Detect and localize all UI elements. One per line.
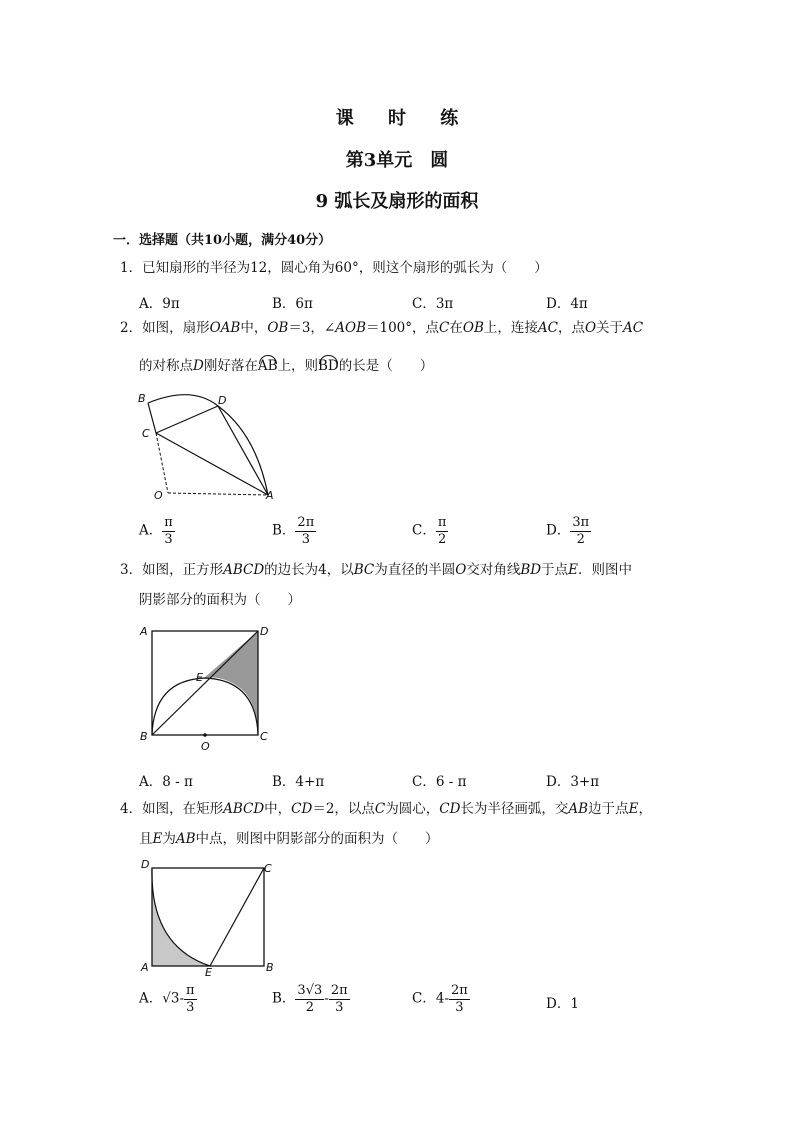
option-label: B．	[272, 296, 296, 312]
question-2-line-2	[139, 360, 433, 374]
denominator: 3	[335, 999, 344, 1015]
option-value: 4π	[570, 296, 588, 312]
option-label: D．	[546, 774, 571, 790]
text: 为圆心，	[385, 801, 440, 817]
point-label-d: D	[141, 858, 150, 871]
shaded-region	[152, 868, 210, 966]
var: D	[193, 358, 204, 374]
q4-option-c[interactable]	[412, 984, 470, 1014]
arc-ab: AB	[257, 358, 278, 374]
var: CD	[291, 801, 313, 817]
center-point-o	[203, 733, 207, 737]
var: OAB	[209, 320, 241, 336]
var: AB	[175, 831, 196, 847]
text: 交对角线	[466, 562, 521, 578]
operator: -	[444, 990, 449, 1007]
option-label: D．	[546, 996, 571, 1012]
fraction	[295, 984, 324, 1014]
point-label-b: B	[266, 961, 274, 974]
worksheet-title: 课 时 练	[335, 108, 473, 129]
var: BC	[353, 562, 375, 578]
option-value: 9π	[162, 296, 180, 312]
text: 的长是（ ）	[338, 358, 434, 374]
q1-option-d[interactable]	[546, 292, 588, 312]
numerator: π	[164, 515, 173, 530]
var: OB	[267, 320, 289, 336]
operator: -	[179, 990, 185, 1007]
point-label-b: B	[140, 730, 148, 743]
operator: -	[324, 990, 329, 1007]
q3-option-c[interactable]	[412, 770, 466, 790]
text: ＝2，以点	[312, 801, 375, 817]
text: 在	[449, 320, 463, 336]
numerator: 2π	[330, 983, 348, 998]
point-label-a: A	[266, 489, 274, 502]
text: 为	[162, 831, 176, 847]
numerator: 2π	[451, 983, 468, 998]
text: 于点	[541, 562, 569, 578]
option-label: A．	[139, 774, 163, 790]
question-number: 4．	[120, 801, 143, 817]
numerator: 3√3	[297, 983, 323, 998]
text: 长为半径画弧，交	[460, 801, 569, 817]
segment-cd	[156, 406, 218, 433]
segment-ec	[210, 868, 264, 966]
var: O	[584, 320, 597, 336]
var: ABCD	[223, 562, 265, 578]
q4-option-d[interactable]	[546, 992, 579, 1012]
q1-option-a[interactable]	[139, 292, 180, 312]
option-label: C．	[412, 990, 436, 1007]
numerator: 2π	[297, 515, 315, 530]
var: AC	[623, 320, 644, 336]
option-value: 6π	[295, 296, 313, 312]
denominator: 3	[164, 531, 173, 547]
var: AB	[568, 801, 589, 817]
question-number: 2．	[120, 320, 143, 336]
q2-figure	[130, 388, 290, 503]
text: 如图，在矩形	[142, 801, 224, 817]
option-prefix: 4	[435, 990, 445, 1007]
option-value: 3+π	[570, 774, 600, 790]
denominator: 3	[301, 531, 310, 547]
fraction	[184, 984, 197, 1014]
option-label: C．	[412, 296, 436, 312]
question-number: 3．	[120, 562, 143, 578]
option-value: 6 - π	[435, 774, 467, 790]
fraction	[570, 516, 591, 546]
text: 为直径的半圆	[374, 562, 456, 578]
question-number: 1．	[120, 260, 143, 276]
q2-option-d[interactable]	[546, 516, 591, 546]
denominator: 3	[455, 999, 464, 1015]
q2-option-c[interactable]	[412, 516, 448, 546]
point-label-c: C	[142, 427, 150, 440]
point-label-c: C	[264, 862, 272, 875]
option-value: 4+π	[295, 774, 325, 790]
question-3-line-1	[120, 564, 632, 578]
fraction	[449, 984, 470, 1014]
option-value: 1	[570, 996, 579, 1012]
text: 刚好落在	[203, 358, 258, 374]
point-label-a: A	[140, 625, 148, 638]
text: ，点	[557, 320, 585, 336]
q3-option-d[interactable]	[546, 770, 599, 790]
text: 上，则	[277, 358, 318, 374]
point-label-o: O	[154, 489, 163, 502]
point-label-c: C	[260, 730, 268, 743]
var: C	[439, 320, 450, 336]
denominator: 2	[437, 531, 447, 547]
var: O	[455, 562, 467, 578]
text: 中点，则图中阴影部分的面积为（ ）	[195, 831, 439, 847]
question-3-line-2: 阴影部分的面积为（ ）	[139, 592, 301, 608]
fraction	[436, 516, 449, 546]
option-label: D．	[546, 296, 571, 312]
option-label: B．	[272, 990, 296, 1007]
option-label: A．	[139, 990, 163, 1007]
var: E	[152, 831, 163, 847]
text: ＝3，∠	[288, 320, 336, 336]
option-label: C．	[412, 522, 436, 539]
numerator: 3π	[572, 515, 590, 530]
q3-figure	[136, 622, 276, 754]
text: 如图，扇形	[142, 320, 210, 336]
q1-option-c[interactable]	[412, 292, 453, 312]
point-label-e: E	[196, 671, 203, 684]
text: 的对称点	[139, 358, 193, 374]
var: E	[628, 801, 639, 817]
point-label-o: O	[201, 740, 210, 753]
fraction	[162, 516, 175, 546]
var: AOB	[335, 320, 366, 336]
question-4-line-1	[120, 803, 652, 817]
text: ＝100°，点	[366, 320, 440, 336]
option-label: C．	[412, 774, 436, 790]
unit-title: 第3单元 圆	[345, 150, 449, 171]
text: ，	[638, 801, 652, 817]
q2-option-a[interactable]	[139, 516, 175, 546]
numerator: π	[186, 983, 195, 998]
numerator: π	[437, 515, 447, 530]
question-body: 已知扇形的半径为12，圆心角为60°，则这个扇形的弧长为（ ）	[142, 260, 548, 276]
option-label: D．	[546, 522, 571, 539]
q4-option-a[interactable]	[139, 984, 197, 1014]
text: 上，连接	[483, 320, 538, 336]
q4-option-b[interactable]	[272, 984, 350, 1014]
question-1-text	[120, 262, 548, 276]
denominator: 2	[305, 999, 314, 1015]
section-header: 一．选择题（共10小题，满分40分）	[113, 233, 332, 248]
text: 中，	[240, 320, 268, 336]
text: 的边长为4，以	[264, 562, 354, 578]
point-label-a: A	[141, 961, 149, 974]
dashed-co	[156, 433, 168, 493]
option-value: 8 - π	[162, 774, 193, 790]
q3-option-b[interactable]	[272, 770, 324, 790]
dashed-oa	[168, 493, 268, 495]
option-prefix: √3	[162, 990, 180, 1007]
option-label: A．	[139, 522, 163, 539]
option-label: B．	[272, 522, 296, 539]
var: OB	[462, 320, 484, 336]
shaded-region	[204, 631, 258, 735]
question-2-line-1	[120, 322, 643, 336]
q2-option-b[interactable]	[272, 516, 316, 546]
fraction	[329, 984, 350, 1014]
point-label-d: D	[260, 625, 269, 638]
question-4-line-2	[139, 833, 439, 847]
text: ．则图中	[577, 562, 632, 578]
text: 如图，正方形	[142, 562, 224, 578]
var: BD	[520, 562, 542, 578]
var: AC	[537, 320, 558, 336]
denominator: 3	[186, 999, 195, 1015]
text: 且	[139, 831, 153, 847]
point-label-d: D	[218, 394, 227, 407]
text: 关于	[596, 320, 624, 336]
text: 中，	[264, 801, 292, 817]
fraction	[295, 516, 316, 546]
var: CD	[439, 801, 461, 817]
var: E	[568, 562, 578, 578]
var: C	[374, 801, 386, 817]
option-value: 3π	[435, 296, 454, 312]
q3-option-a[interactable]	[139, 770, 193, 790]
lesson-title: 9 弧长及扇形的面积	[315, 191, 479, 212]
q4-figure	[136, 856, 282, 978]
var: ABCD	[223, 801, 265, 817]
point-label-b: B	[138, 392, 146, 405]
denominator: 2	[576, 531, 585, 547]
arc-bd: BD	[318, 358, 339, 374]
text: 边于点	[588, 801, 629, 817]
point-label-e: E	[205, 966, 212, 978]
option-label: A．	[139, 296, 163, 312]
option-label: B．	[272, 774, 296, 790]
q1-option-b[interactable]	[272, 292, 313, 312]
